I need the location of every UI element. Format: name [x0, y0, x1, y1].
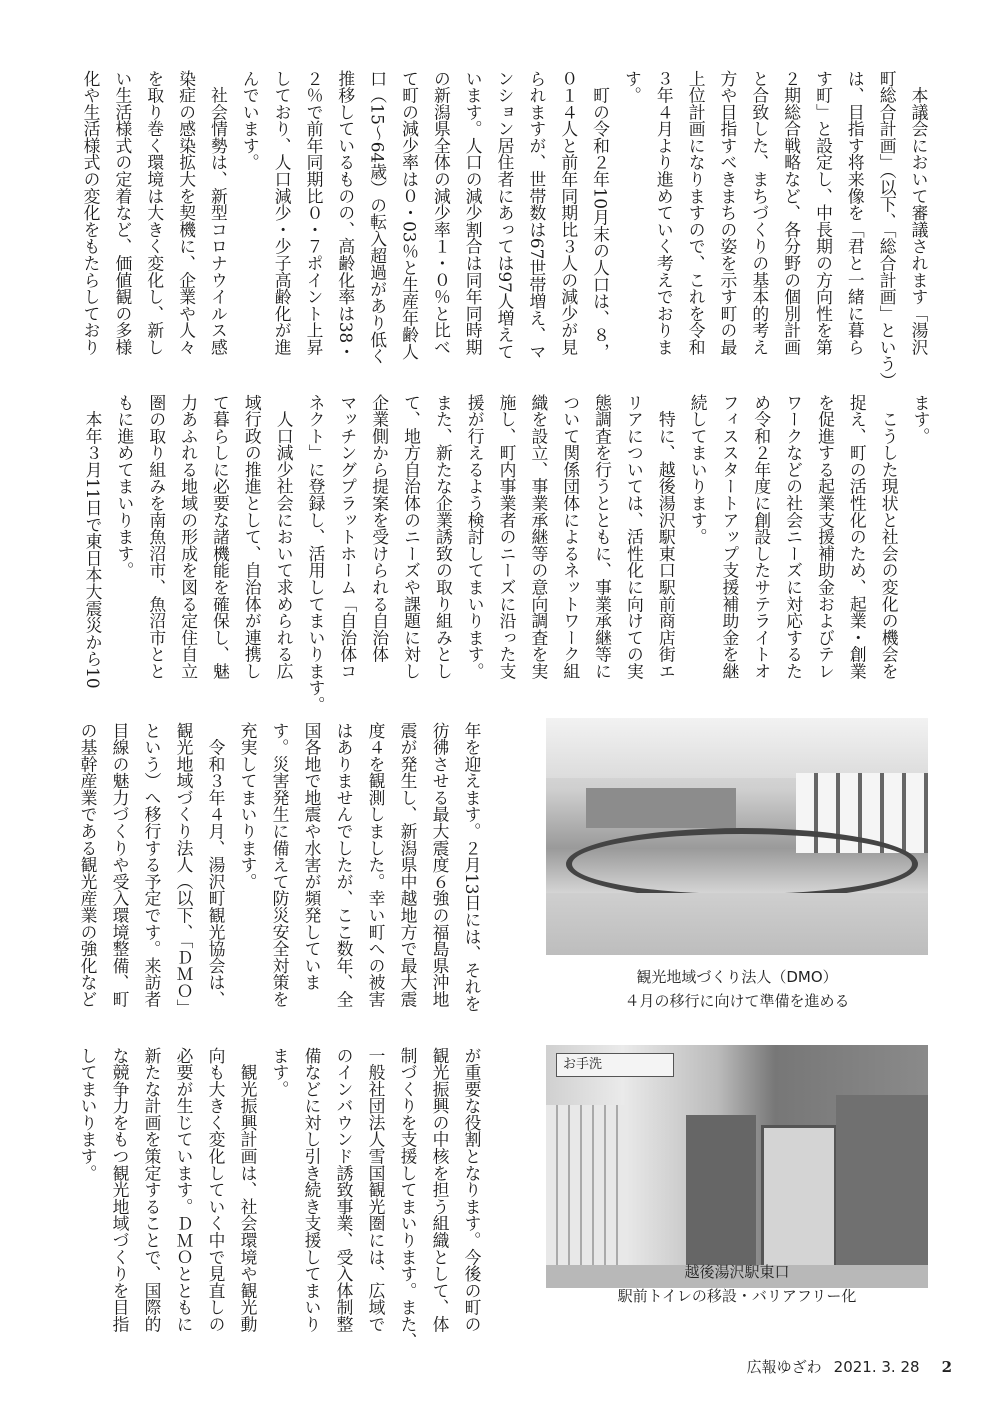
text-column: 新たな計画を策定することで、国際的: [142, 1047, 162, 1333]
text-column: もに進めてまいります。: [114, 394, 135, 579]
text-column: 人口減少社会において求められる広: [274, 394, 295, 680]
text-column: してまいります。: [78, 1047, 98, 1182]
article-top-section: [74, 70, 934, 390]
restroom-sign: お手洗: [556, 1053, 674, 1077]
floor: [546, 893, 928, 955]
text-column: 必要が生じています。ＤＭＯとともに: [174, 1047, 194, 1333]
text-column: の新潟県全体の減少率１・０％と比べ: [431, 70, 452, 356]
text-column: 施し、町内事業者のニーズに沿った支: [497, 394, 518, 680]
text-column: 援が行えるよう検討してまいります。: [465, 394, 486, 680]
text-column: リアについては、活性化に向けての実: [624, 394, 645, 680]
text-column: を取り巻く環境は大きく変化し、新し: [144, 70, 165, 356]
photo-station-toilet: [546, 1045, 928, 1288]
text-column: 捉え、町の活性化のため、起業・創業: [847, 394, 868, 680]
page-footer: [747, 1356, 952, 1377]
text-column: す町」と設定し、中長期の方向性を第: [813, 70, 834, 356]
text-column: 国各地で地震や水害が頻発していま: [302, 722, 322, 991]
caption-line: ４月の移行に向けて準備を進める: [624, 992, 850, 1010]
text-column: 充実してまいります。: [238, 722, 258, 890]
text-column: んでいます。: [240, 70, 261, 171]
text-column: ついて関係団体によるネットワーク組: [560, 394, 581, 680]
text-column: 化や生活様式の変化をもたらしており: [81, 70, 102, 356]
text-column: 上位計画になりますので、これを令和: [686, 70, 707, 356]
text-column: ネクト」に登録し、活用してまいります。: [305, 394, 326, 714]
text-column: 制づくりを支援してまいります。また、: [398, 1047, 418, 1350]
text-column: こうした現状と社会の変化の機会を: [879, 394, 900, 680]
article-middle-section: [76, 394, 936, 714]
photo-caption-1: [546, 965, 928, 1013]
text-column: 令和３年４月、湯沢町観光協会は、: [206, 722, 226, 1008]
text-column: 備などに対し引き続き支援してまいり: [302, 1047, 322, 1333]
text-column: ワークなどの社会ニーズに対応するた: [783, 394, 804, 680]
text-column: 年を迎えます。２月13日には、それを: [462, 722, 482, 1012]
text-column: す。災害発生に備えて防災安全対策を: [270, 722, 290, 1008]
photo-dmo-meeting: [546, 718, 928, 955]
text-column: ます。: [270, 1047, 290, 1098]
text-column: マッチングプラットホーム「自治体コ: [337, 394, 358, 680]
text-column: 向も大きく変化していく中で見直しの: [206, 1047, 226, 1333]
brick-wall: [836, 1095, 928, 1270]
text-column: 震が発生し、新潟県中越地方で最大震: [398, 722, 418, 1008]
text-column: 域行政の推進として、自治体が連携し: [242, 394, 263, 680]
text-column: て、地方自治体のニーズや課題に対し: [401, 394, 422, 680]
text-column: 圏の取り組みを南魚沼市、魚沼市とと: [146, 394, 167, 680]
text-column: 染症の感染拡大を契機に、企業や人々: [176, 70, 197, 356]
text-column: また、新たな企業誘致の取り組みとし: [433, 394, 454, 680]
text-column: 町の令和２年10月末の人口は、８，: [590, 70, 611, 360]
text-column: 本議会において審議されます「湯沢: [909, 70, 929, 356]
text-column: 彷彿させる最大震度６強の福島県沖地: [430, 722, 450, 1008]
text-column: い生活様式の定着など、価値観の多様: [112, 70, 133, 356]
text-column: ２％で前年同期比０・７ポイント上昇: [303, 70, 324, 356]
meeting-tables: [566, 828, 918, 900]
text-column: の基幹産業である観光産業の強化など: [78, 722, 98, 1008]
text-column: られますが、世帯数は67世帯増え、マ: [526, 70, 547, 360]
text-column: 社会情勢は、新型コロナウイルス感: [208, 70, 229, 356]
text-column: が重要な役割となります。今後の町の: [462, 1047, 482, 1333]
photo-caption-2: [546, 1263, 928, 1308]
text-column: す。: [622, 70, 643, 104]
text-column: な競争力をもつ観光地域づくりを目指: [110, 1047, 130, 1333]
issue-date: 2021. 3. 28: [833, 1358, 920, 1376]
text-column: のインバウンド誘致事業、受入体制整: [334, 1047, 354, 1333]
text-column: 力あふれる地域の形成を図る定住自立: [178, 394, 199, 680]
caption-line: 駅前トイレの移設・バリアフリー化: [617, 1287, 857, 1305]
text-column: 本年３月11日で東日本大震災から10: [83, 394, 104, 689]
article-bottom-upper-section: [72, 722, 488, 1014]
text-column: ンション居住者にあっては97人増えて: [495, 70, 516, 360]
text-column: います。人口の減少割合は同年同時期: [463, 70, 484, 356]
article-bottom-lower-section: [72, 1047, 488, 1350]
caption-line: 観光地域づくり法人（DMO）: [636, 968, 838, 986]
caption-line: 越後湯沢駅東口: [684, 1263, 790, 1281]
text-column: 態調査を行うとともに、事業承継等に: [592, 394, 613, 680]
text-column: を促進する起業支援補助金およびテレ: [815, 394, 836, 680]
text-column: て町の減少率は０・03％と生産年齢人: [399, 70, 420, 360]
text-column: しており、人口減少・少子高齢化が進: [272, 70, 293, 356]
text-column: は、目指す将来像を「君と一緒に暮ら: [845, 70, 866, 356]
ceiling: [546, 718, 928, 778]
text-column: ３年４月より進めていく考えでおりま: [654, 70, 675, 356]
text-column: 織を設立、事業承継等の意向調査を実: [528, 394, 549, 680]
text-column: と合致した、まちづくりの基本的考え: [749, 70, 770, 356]
text-column: め令和２年度に創設したサテライトオ: [751, 394, 772, 680]
text-column: 特に、越後湯沢駅東口駅前商店街エ: [656, 394, 677, 680]
door: [761, 1125, 837, 1271]
text-column: 観光振興計画は、社会環境や観光動: [238, 1047, 258, 1333]
text-column: 度４を観測しました。幸い町への被害: [366, 722, 386, 1008]
text-column: 方や目指すべきまちの姿を示す町の最: [717, 70, 738, 356]
text-column: 口（15～64歳）の転入超過があり低く: [367, 70, 388, 365]
text-column: 目線の魅力づくりや受入環境整備、町: [110, 722, 130, 1008]
text-column: 企業側から提案を受けられる自治体: [369, 394, 390, 663]
text-column: フィススタートアップ支援補助金を継: [719, 394, 740, 680]
publication-name: 広報ゆざわ: [746, 1358, 822, 1376]
text-column: 続してまいります。: [688, 394, 709, 546]
text-column: て暮らしに必要な諸機能を確保し、魅: [210, 394, 231, 680]
text-column: 一般社団法人雪国観光圏には、広域で: [366, 1047, 386, 1333]
text-column: ます。: [911, 394, 931, 445]
back-wall-board: [586, 788, 736, 828]
page-number: 2: [941, 1358, 952, 1376]
text-column: はありませんでしたが、ここ数年、全: [334, 722, 354, 1008]
text-column: 観光地域づくり法人（以下、「ＤＭＯ」: [174, 722, 194, 1016]
brick-wall: [686, 1115, 756, 1265]
text-column: という）へ移行する予定です。来訪者: [142, 722, 162, 1008]
text-column: ２期総合戦略など、各分野の個別計画: [781, 70, 802, 356]
text-column: ０１４人と前年同期比３人の減少が見: [558, 70, 579, 356]
text-column: 観光振興の中核を担う組織として、体: [430, 1047, 450, 1333]
text-column: 推移しているものの、高齢化率は38・: [335, 70, 356, 360]
text-column: 町総合計画」（以下、「総合計画」という）: [877, 70, 898, 390]
